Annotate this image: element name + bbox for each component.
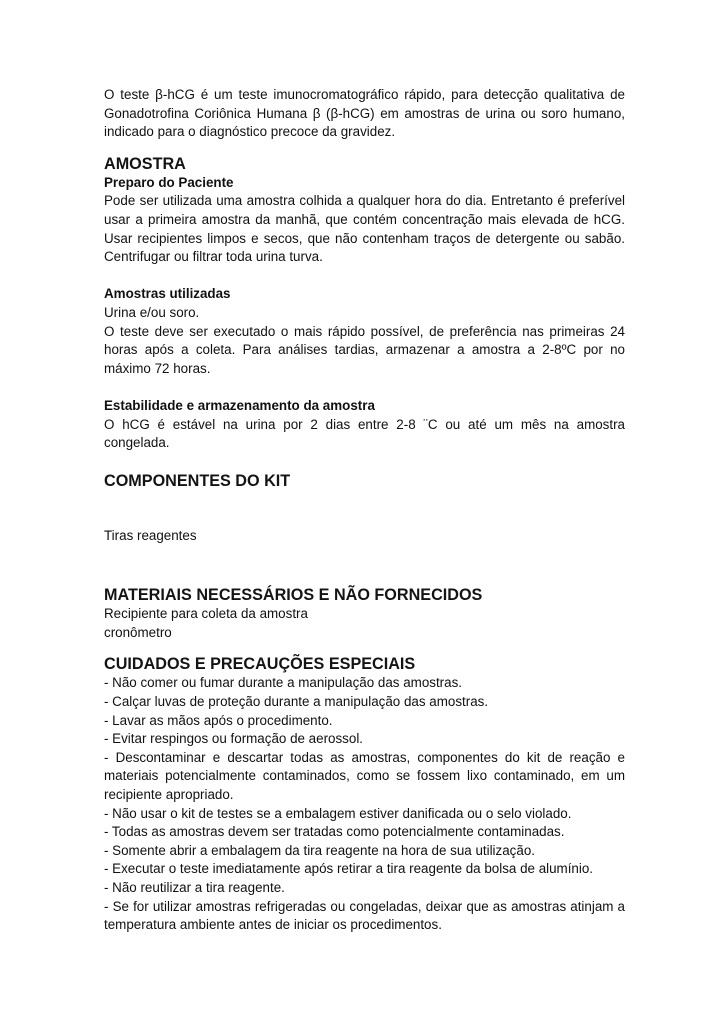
amostras-utilizadas-line: Urina e/ou soro.	[104, 304, 200, 320]
list-item: - Não usar o kit de testes se a embalagem estiver danificada ou o selo violado.	[104, 805, 572, 821]
list-item: - Lavar as mãos após o procedimento.	[104, 712, 333, 728]
subheading-estabilidade: Estabilidade e armazenamento da amostra	[104, 397, 375, 413]
estabilidade-paragraph: O hCG é estável na urina por 2 dias entre 2-8 ¨C ou até um mês na amostra congelada.	[104, 416, 625, 451]
section-heading-amostra: AMOSTRA	[104, 154, 186, 173]
subheading-preparo: Preparo do Paciente	[104, 174, 234, 190]
list-item: - Não reutilizar a tira reagente.	[104, 880, 285, 895]
list-item: - Descontaminar e descartar todas as amostras, componentes do kit de reação e materiais potencialmente contaminados, como se fossem lixo contaminado, em um recipiente apropriado.	[104, 749, 625, 803]
list-item: - Calçar luvas de proteção durante a manipulação das amostras.	[104, 694, 489, 710]
intro-paragraph: O teste β-hCG é um teste imunocromatográfico rápido, para detecção qualitativa de Gonadotrofina Coriônica Humana β (β-hCG) em amostras de urina ou soro humano, indicado para o diagnóstico precoce da gravidez.	[104, 87, 625, 140]
materiais-item: cronômetro	[104, 624, 172, 640]
materiais-item: Recipiente para coleta da amostra	[104, 606, 308, 622]
amostras-utilizadas-paragraph: O teste deve ser executado o mais rápido possível, de preferência nas primeiras 24 horas após a coleta. Para análises tardias, armazenar a amostra a 2-8ºC por no máximo 72 horas.	[104, 323, 625, 376]
section-heading-componentes: COMPONENTES DO KIT	[104, 471, 291, 490]
list-item: - Se for utilizar amostras refrigeradas ou congeladas, deixar que as amostras atinjam a temperatura ambiente antes de iniciar os procedimentos.	[104, 898, 625, 933]
list-item: - Executar o teste imediatamente após retirar a tira reagente da bolsa de alumínio.	[104, 861, 594, 877]
list-item: - Todas as amostras devem ser tratadas como potencialmente contaminadas.	[104, 824, 565, 840]
list-item: - Não comer ou fumar durante a manipulação das amostras.	[104, 675, 463, 691]
preparo-paragraph: Pode ser utilizada uma amostra colhida a qualquer hora do dia. Entretanto é preferível usar a primeira amostra da manhã, que contém concentração mais elevada de hCG. Usar recipientes limpos e secos, que não contenham traços de detergente ou sabão. Centrifugar ou filtrar toda urina turva.	[104, 193, 625, 265]
subheading-amostras-utilizadas: Amostras utilizadas	[104, 286, 231, 302]
list-item: - Evitar respingos ou formação de aerossol.	[104, 731, 364, 747]
section-heading-materiais: MATERIAIS NECESSÁRIOS E NÃO FORNECIDOS	[104, 586, 483, 605]
list-item: - Somente abrir a embalagem da tira reagente na hora de sua utilização.	[104, 842, 535, 858]
componentes-item: Tiras reagentes	[104, 527, 197, 543]
document-page	[104, 86, 625, 935]
section-heading-cuidados: CUIDADOS E PRECAUÇÕES ESPECIAIS	[104, 655, 416, 674]
cuidados-list	[104, 674, 625, 934]
